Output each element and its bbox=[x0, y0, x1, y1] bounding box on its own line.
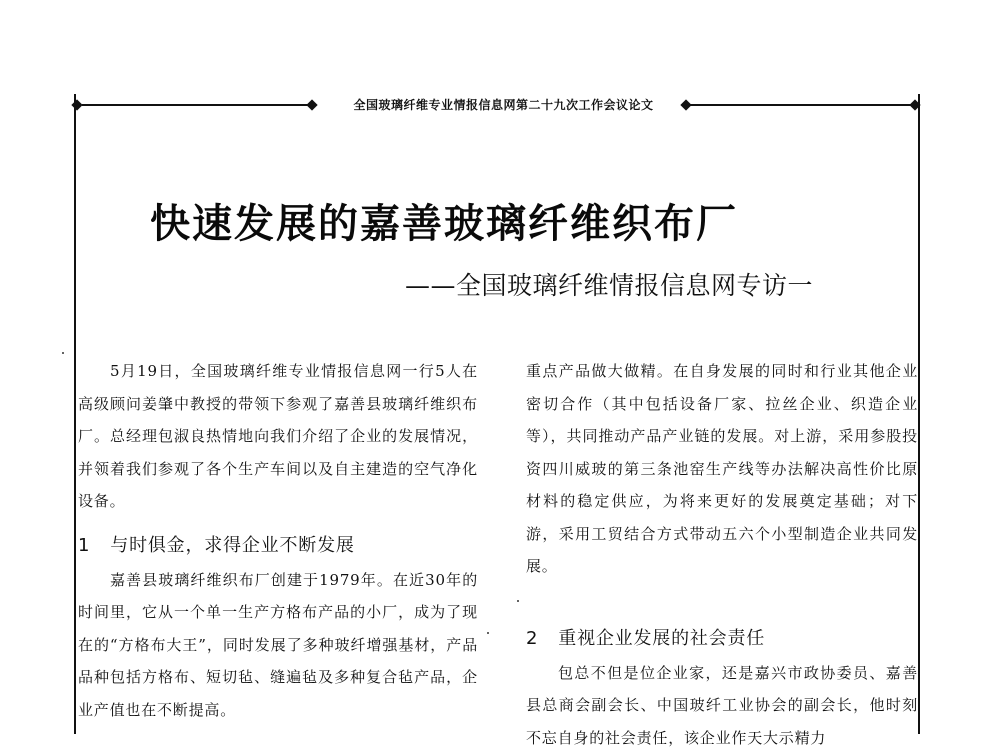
section-1-number: 1 bbox=[78, 535, 90, 556]
section-2-number: 2 bbox=[526, 628, 538, 649]
header-diamond-icon bbox=[306, 99, 317, 110]
scan-speck bbox=[487, 632, 489, 634]
section-1-heading bbox=[78, 530, 478, 562]
header-rule-right bbox=[688, 104, 914, 106]
article-subtitle: ——全国玻璃纤维情报信息网专访一 bbox=[405, 266, 915, 302]
section-2-heading bbox=[526, 623, 918, 655]
intro-paragraph: 5月19日，全国玻璃纤维专业情报信息网一行5人在高级顾问姜肇中教授的带领下参观了嘉善县玻璃纤维织布厂。总经理包淑良热情地向我们介绍了企业的发展情况，并领着我们参观了各个生产车间以及自主建造的空气净化设备。 bbox=[78, 355, 478, 518]
running-header bbox=[76, 94, 918, 116]
section-2-paragraph: 包总不但是位企业家，还是嘉兴市政协委员、嘉善县总商会副会长、中国玻纤工业协会的副会长，他时刻不忘自身的社会责任，该企业作天大示精力 bbox=[526, 657, 918, 754]
running-title: 全国玻璃纤维专业情报信息网第二十九次工作会议论文 bbox=[331, 96, 676, 113]
scan-speck bbox=[62, 352, 64, 354]
continuation-paragraph: 重点产品做大做精。在自身发展的同时和行业其他企业密切合作（其中包括设备厂家、拉丝企业、织造企业等），共同推动产品产业链的发展。对上游，采用参股投资四川威玻的第三条池窑生产线等办法解决高性价比原材料的稳定供应，为将来更好的发展奠定基础；对下游，采用工贸结合方式带动五六个小型制造企业共同发展。 bbox=[526, 355, 918, 583]
header-rule-left bbox=[82, 104, 312, 106]
section-2-title: 重视企业发展的社会责任 bbox=[558, 628, 765, 649]
right-column bbox=[526, 355, 918, 754]
section-1-title: 与时俱金，求得企业不断发展 bbox=[110, 535, 354, 556]
scan-speck bbox=[517, 600, 519, 602]
page-frame-left-rule bbox=[74, 94, 76, 734]
section-1-paragraph: 嘉善县玻璃纤维织布厂创建于1979年。在近30年的时间里，它从一个单一生产方格布产品的小厂，成为了现在的“方格布大王”，同时发展了多种玻纤增强基材，产品品种包括方格布、短切毡、缝遍毡及多种复合毡产品，企业产值也在不断提高。 bbox=[78, 564, 478, 727]
page-frame-right-rule bbox=[918, 94, 920, 734]
article-title: 快速发展的嘉善玻璃纤维织布厂 bbox=[150, 192, 850, 249]
left-column bbox=[78, 355, 478, 726]
